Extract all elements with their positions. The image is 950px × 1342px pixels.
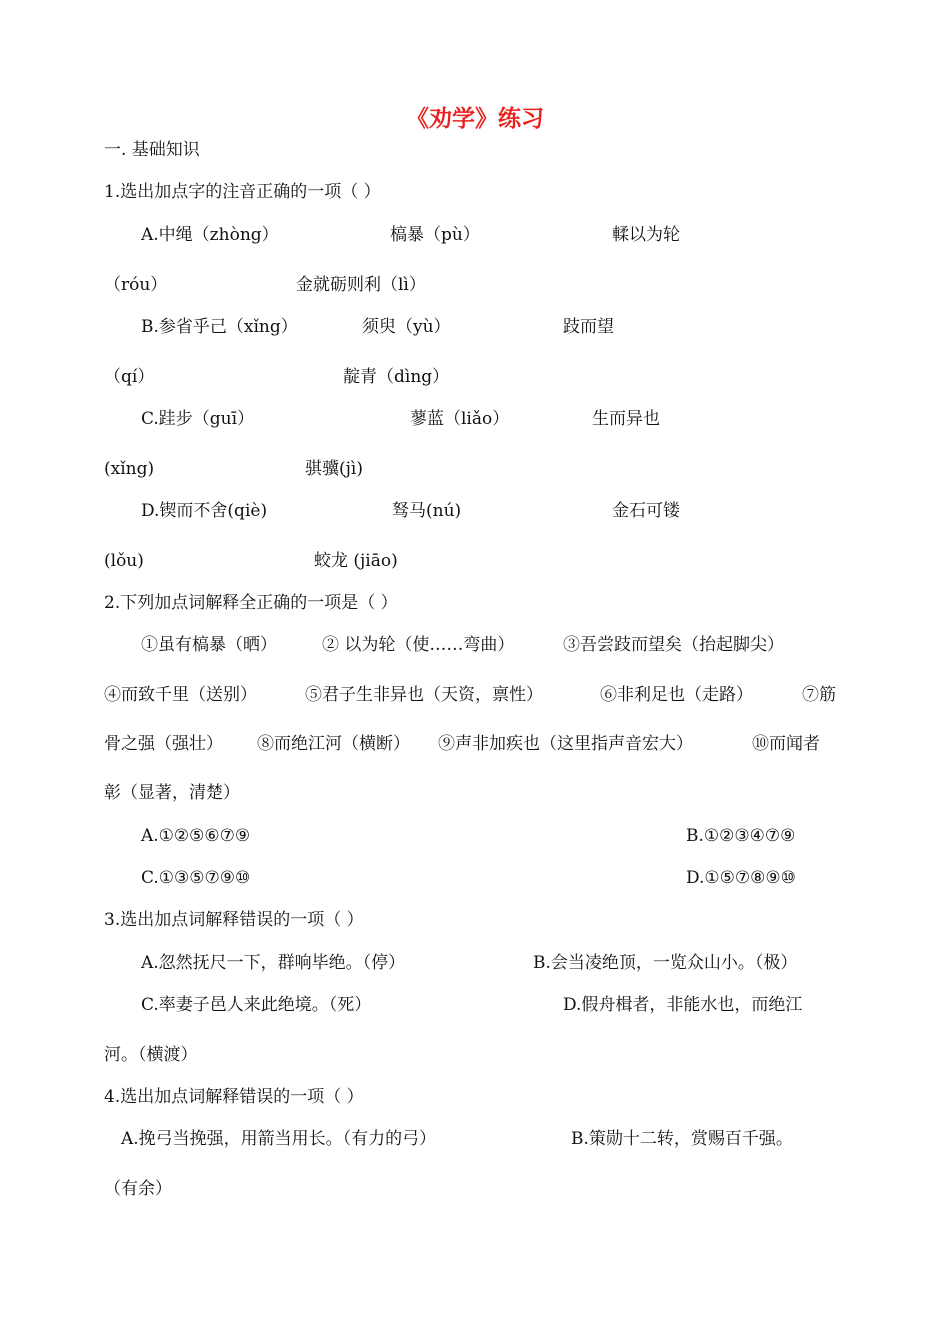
q3-option-c: C.率妻子邑人来此绝境。（死）	[141, 995, 372, 1015]
q1-option-d-part1: D.锲而不舍(qiè)	[141, 501, 268, 521]
question-1-stem: 1.选出加点字的注音正确的一项（ ）	[104, 182, 381, 202]
section-heading: 一. 基础知识	[104, 140, 200, 160]
q3-option-b: B.会当凌绝顶，一览众山小。（极）	[533, 953, 798, 973]
q2-item-7-end: 骨之强（强壮）	[104, 734, 223, 754]
q2-item-4: ④而致千里（送别）	[104, 685, 257, 705]
q1-option-d-part5: 蛟龙 (jiāo)	[314, 551, 398, 571]
q2-item-5: ⑤君子生非异也（天资，禀性）	[305, 685, 543, 705]
q1-option-c-part3: 生而异也	[592, 409, 660, 429]
q2-item-10-start: ⑩而闻者	[752, 734, 820, 754]
q1-option-b-part2: 须臾（yù）	[362, 317, 451, 337]
q3-option-a: A.忽然抚尺一下，群响毕绝。（停）	[141, 953, 406, 973]
q2-option-a: A.①②⑤⑥⑦⑨	[141, 826, 251, 846]
q2-item-10-end: 彰（显著，清楚）	[104, 783, 240, 803]
q2-option-c: C.①③⑤⑦⑨⑩	[141, 868, 251, 888]
q4-option-b: B.策勋十二转，赏赐百千强。	[571, 1129, 793, 1149]
q4-option-a: A.挽弓当挽强，用箭当用长。（有力的弓）	[121, 1129, 437, 1149]
question-3-stem: 3.选出加点词解释错误的一项（ ）	[104, 910, 364, 930]
q1-option-a-part2: 槁暴（pù）	[390, 225, 480, 245]
q1-option-c-part1: C.跬步（guī）	[141, 409, 255, 429]
page-title: 《劝学》练习	[406, 105, 544, 132]
q1-option-b-part1: B.参省乎己（xǐng）	[141, 317, 298, 337]
q1-option-b-part3: 跂而望	[563, 317, 614, 337]
q2-item-1: ①虽有槁暴（晒）	[141, 635, 277, 655]
q1-option-c-part2: 蓼蓝（liǎo）	[410, 409, 510, 429]
q1-option-d-part3: 金石可镂	[612, 501, 680, 521]
q2-item-3: ③吾尝跂而望矣（抬起脚尖）	[563, 635, 784, 655]
q2-item-2: ② 以为轮（使……弯曲）	[322, 635, 515, 655]
q1-option-d-part4: (lǒu)	[104, 551, 144, 571]
q1-option-a-part5: 金就砺则利（lì）	[296, 275, 426, 295]
q1-option-d-part2: 驽马(nú)	[392, 501, 462, 521]
q1-option-c-part4: (xǐng)	[104, 459, 155, 479]
q1-option-b-part4: （qí）	[104, 367, 155, 387]
q3-option-d-continued: 河。（横渡）	[104, 1045, 198, 1065]
q2-option-b: B.①②③④⑦⑨	[686, 826, 796, 846]
q1-option-a-part1: A.中绳（zhòng）	[141, 225, 279, 245]
q1-option-a-part4: （róu）	[104, 275, 168, 295]
q1-option-b-part5: 靛青（dìng）	[343, 367, 450, 387]
q1-option-c-part5: 骐骥(jì)	[305, 459, 363, 479]
q2-item-7-start: ⑦筋	[802, 685, 836, 705]
q2-item-9: ⑨声非加疾也（这里指声音宏大）	[438, 734, 693, 754]
q2-item-6: ⑥非利足也（走路）	[600, 685, 753, 705]
q4-option-b-continued: （有余）	[104, 1179, 172, 1199]
q2-option-d: D.①⑤⑦⑧⑨⑩	[686, 868, 796, 888]
question-2-stem: 2.下列加点词解释全正确的一项是（ ）	[104, 593, 398, 613]
q1-option-a-part3: 輮以为轮	[612, 225, 680, 245]
q2-item-8: ⑧而绝江河（横断）	[257, 734, 410, 754]
q3-option-d: D.假舟楫者，非能水也，而绝江	[563, 995, 803, 1015]
question-4-stem: 4.选出加点词解释错误的一项（ ）	[104, 1087, 364, 1107]
